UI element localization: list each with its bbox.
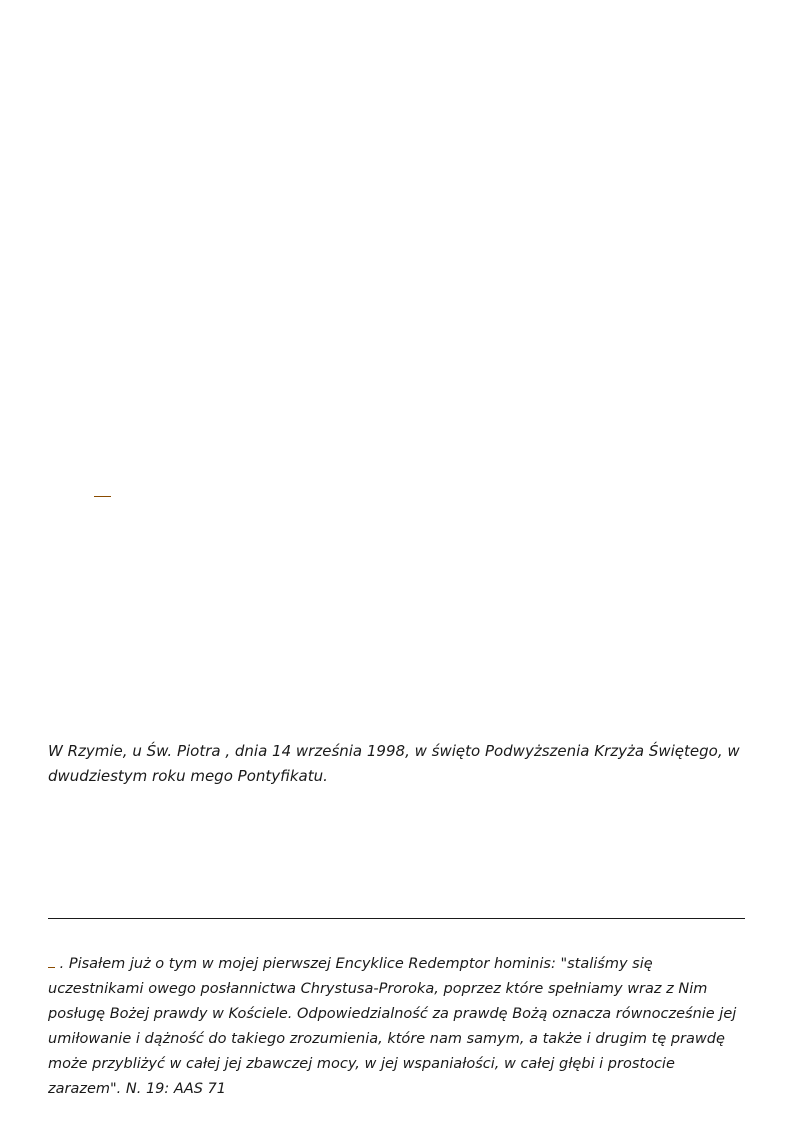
footnote-backlink[interactable] <box>48 955 55 968</box>
closing-signoff: W Rzymie, u Św. Piotra , dnia 14 września 1998, w święto Podwyższenia Krzyża Świętego, w dwudziestym roku mego Pontyfikatu. <box>48 742 740 785</box>
footnote-text: . Pisałem już o tym w mojej pierwszej Encyklice Redemptor hominis: "staliśmy się uczestnikami owego posłannictwa Chrystusa-Proroka, poprzez które spełniamy wraz z Nim posługę Bożej prawdy w Kościele. Odpowiedzialność za prawdę Bożą oznacza równocześnie jej umiłowanie i dążność do takiego zrozumienia, które nam samym, a także i drugim tę prawdę może przybliżyć w całej jej zbawczej mocy, w jej wspaniałości, w całej głębi i prostocie zarazem". N. 19: AAS 71 <box>48 955 737 1097</box>
footnote-divider <box>48 918 745 919</box>
footnote-reference-link[interactable] <box>94 496 111 497</box>
footnote <box>48 952 748 1102</box>
